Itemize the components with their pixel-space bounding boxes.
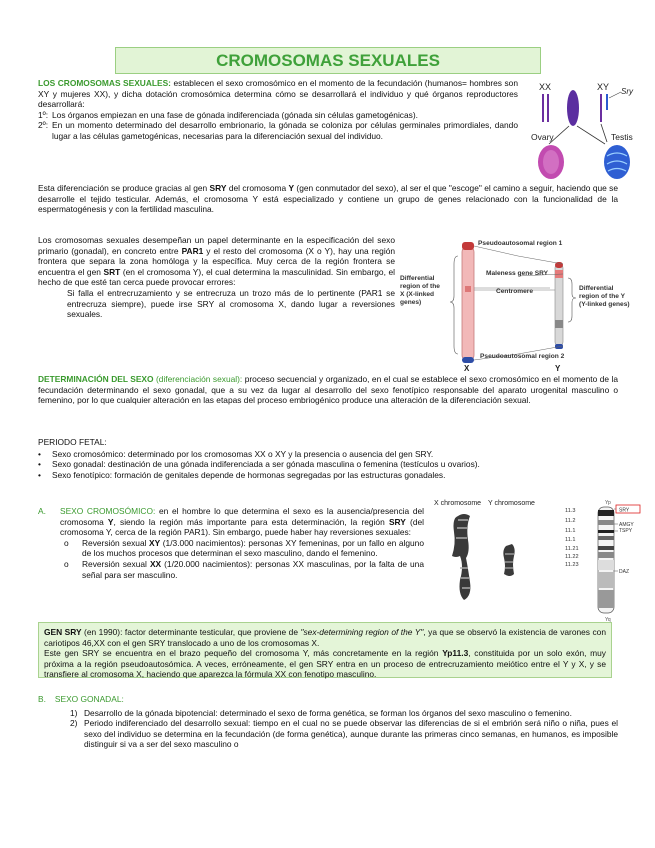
diff-x-label-1: Differential — [400, 275, 435, 282]
arrow-to-testis — [577, 126, 605, 144]
text: Yp11.3 — [442, 648, 469, 659]
text: del cromosoma — [226, 183, 289, 193]
band-label: 11.1 — [565, 528, 576, 534]
par1-section — [38, 235, 395, 320]
x-chromosome-label: X chromosome — [434, 500, 482, 507]
text: , siendo la región más importante para esta determinación, la región — [113, 516, 389, 527]
text: y el resto del cromosoma (X o Y), hay una región frontera que separa la zona homóloga y la específica. Muy cerca de la región frontera se encuentra el gen — [38, 245, 396, 277]
text: (1/20.000 nacimientos): personas XX masculinas, por la falta de una señal para ser masculino. — [82, 558, 424, 580]
x-chromosome — [462, 246, 474, 361]
fetal-item: • Sexo cromosómico: determinado por los cromosomas XX o XY y la presencia o ausencia del gen SRY. — [38, 448, 434, 459]
fig1-bipotential-gonad — [567, 90, 579, 126]
text: (en 1990): factor determinante testicular, que proviene de — [81, 627, 301, 637]
text: en el hombre lo que determina el sexo es la ausencia/presencia del cromosoma — [60, 506, 424, 527]
section-b-heading: SEXO GONADAL: — [54, 694, 124, 704]
band-label: 11.1 — [565, 537, 576, 543]
fig1-xx-label: XX — [539, 82, 552, 92]
gonadal-item — [70, 718, 618, 750]
fig1-sry-label: Sry — [621, 87, 633, 96]
x-chromosome-photo — [452, 514, 470, 600]
gonadal-item — [70, 708, 618, 719]
fig1-xy-label: XY — [597, 82, 610, 92]
intro-text: establecen el sexo cromosómico en el momento de la fecundación (humanos= hombres son XY y mujeres XX), y dicha dotación cromosómica determina cómo se desarrollará el individuo y qué órganos reproductores desarrollará: — [38, 78, 518, 110]
par1-label: Pseudoautosomal region 1 — [478, 240, 563, 247]
text: (gen conmutador del sexo), al ser el que "escoge" el camino a seguir, haciendo que se desarrolle el tejido testicular. Además, el cromosoma Y está especializado y contiene un grupo de genes relacionado con la funcionalidad de la espermatogénesis y con la fertilidad masculina. — [38, 183, 619, 215]
band-label: 11.2 — [565, 518, 576, 524]
text: Este gen SRY se encuentra en el brazo pequeño del cromosoma Y, más concretamente en la región — [44, 648, 443, 659]
chromosome-images-figure — [430, 496, 648, 622]
chromosome-y: Y — [288, 183, 295, 193]
text: , constituida por un solo exón, muy próxima a la región pseudoautosómica. A veces, erróneamente, el gen SRY entra en un proceso de entrecruzamiento meiótico entre el Y y X, y se transfiere al cromosoma X, haciendo que aparezca la fórmula XX con fenotipo masculino. — [44, 648, 606, 680]
text: Sexo gonadal: destinación de una gónada indiferenciada a ser gónada masculina o femenina (testículos u ovarios). — [52, 459, 480, 470]
text: proceso secuencial y organizado, en el cual se establece el sexo cromosómico en el momento de la fecundación determinando el sexo gonadal, que a su vez da lugar al desarrollo del sexo fenotípico responsable del aparato urogenital masculino o femenino, por lo que cualquier alteración en las etapas del proceso embriogénico produce una alteración de la diferenciación sexual. — [38, 374, 619, 406]
centromere-label: Centromere — [496, 288, 534, 295]
text: (en el cromosoma Y), el cual determina la masculinidad. Sin embargo, el hecho de que esté tan cerca puede provocar errores: — [38, 266, 395, 288]
reversal-item: o Reversión sexual XY (1/3.000 nacimientos): personas XY femeninas, por un fallo en alguno de los muchos procesos que determinan el sexo masculino, dando el femenino. — [64, 537, 424, 559]
par2-label: Pseudoautosomal region 2 — [480, 353, 565, 360]
text: XY — [149, 537, 161, 548]
determination-section — [38, 374, 618, 406]
intro-item-text: En un momento determinado del desarrollo embrionario, la gónada se coloniza por células germinales primordiales, dando lugar a las células gametogénicas, necesarias para la diferenciación sexual del individuo. — [52, 120, 518, 141]
page-title: CROMOSOMAS SEXUALES — [115, 47, 541, 74]
y-chromosome-label: Y chromosome — [488, 500, 535, 507]
gene-label: TSPY — [619, 528, 633, 534]
text: Periodo indiferenciado del desarrollo sexual: tiempo en el cual no se puede observar las diferencias de si el embrión será niño o niña, pues el sexo del individuo se determina en la fecundación (de forma genética), aunque durante las primeras cinco semanas, en humanos, es imposible distinguir si va a ser del sexo masculino o — [84, 718, 618, 750]
fetal-heading: PERIODO FETAL: — [38, 437, 107, 447]
diff-x-label-4: genes) — [400, 299, 422, 306]
text: Sexo cromosómico: determinado por los cromosomas XX o XY y la presencia o ausencia del gen SRY. — [52, 448, 434, 459]
yp-label: Yp — [605, 500, 611, 506]
par1-term: PAR1 — [181, 245, 204, 256]
diff-y-label-1: Differential — [579, 285, 614, 292]
intro-after — [38, 183, 618, 215]
x-par1-band — [462, 242, 474, 250]
text: Desarrollo de la gónada bipotencial: determinado el sexo de forma genética, se forman los órganos del sexo masculino o femenino. — [84, 707, 572, 718]
y-ideogram — [598, 507, 614, 613]
band-label: 11.22 — [565, 554, 579, 560]
text: Sexo fenotípico: formación de genitales depende de hormonas segregadas por las estructuras gonadales. — [52, 469, 446, 480]
intro-item-marker: 1º: — [38, 109, 49, 120]
section-a-letter: A. — [38, 506, 46, 516]
reversal-item: o Reversión sexual XX (1/20.000 nacimientos): personas XX masculinas, por la falta de una señal para ser masculino. — [64, 558, 424, 580]
band-label: 11.21 — [565, 546, 579, 552]
text: Reversión sexual — [82, 537, 150, 548]
section-b-letter: B. — [38, 694, 46, 704]
intro-heading: LOS CROMOSOMAS SEXUALES: — [38, 78, 171, 88]
gene-sry: SRY — [209, 183, 227, 193]
text: (1/3.000 nacimientos): personas XY femeninas, por un fallo en alguno de los muchos procesos que determinan el sexo masculino, dando el femenino. — [82, 537, 424, 559]
text: Y — [107, 516, 114, 527]
section-b — [38, 694, 618, 750]
text: , ya que se observó la existencia de varones con cariotipos 46,XX con el gen SRY translocado a uno de los cromosomas X. — [44, 627, 606, 648]
diff-x-label-3: X (X-linked — [400, 291, 435, 298]
testis-image — [604, 145, 630, 179]
maleness-gene-label: Maleness gene SRY — [486, 270, 549, 277]
text: (del cromosoma Y, cerca de la región PAR1). Sin embargo, puede haber hay reversiones sexuales: — [60, 516, 424, 538]
band-label: 11.23 — [565, 562, 579, 568]
fetal-item: • Sexo gonadal: destinación de una gónada indiferenciada a ser gónada masculina o femenina (testículos u ovarios). — [38, 459, 480, 470]
x-label: X — [464, 364, 470, 372]
crossover-note: Si falla el entrecruzamiento y se entrecruza un trozo más de lo pertinente (PAR1 se entrecruza siempre), puede irse SRY al cromosoma X, dando lugar a reversiones sexuales. — [67, 287, 395, 320]
y-chromosome-photo — [503, 544, 514, 576]
gene-label: DAZ — [619, 569, 629, 575]
yq-label: Yq — [605, 617, 611, 622]
intro-item-2 — [38, 120, 518, 141]
xy-chromosome-diagram — [400, 236, 640, 372]
fig1-testis-label: Testis — [611, 132, 633, 142]
x-par2-band — [462, 357, 474, 363]
srt-term: SRT — [103, 266, 121, 277]
intro-item-marker: 2º: — [38, 120, 49, 131]
determination-heading: DETERMINACIÓN DEL SEXO — [38, 374, 154, 384]
text: 1) — [70, 707, 78, 718]
band-label: 11.3 — [565, 508, 576, 514]
text: Los cromosomas sexuales desempeñan un papel determinante en la especificación del sexo primario (gonadal), en concreto entre — [38, 235, 395, 256]
sex-differentiation-figure — [527, 78, 645, 184]
sry-acronym-expansion: "sex-determining region of the Y" — [300, 627, 424, 637]
gene-label: SRY — [619, 507, 630, 514]
intro-section — [38, 78, 518, 142]
text: XX — [149, 558, 162, 569]
diff-y-label-3: (Y-linked genes) — [579, 301, 630, 308]
determination-subheading: (diferenciación sexual): — [153, 374, 243, 384]
text: Reversión sexual — [82, 558, 150, 569]
fetal-item: • Sexo fenotípico: formación de genitales depende de hormonas segregadas por las estructuras gonadales. — [38, 469, 446, 480]
section-a-heading: SEXO CROMOSÓMICO: — [60, 506, 156, 516]
diff-x-label-2: region of the — [400, 283, 440, 290]
fetal-period-section — [38, 437, 618, 480]
sry-box-label: GEN SRY — [44, 627, 82, 637]
intro-item-1 — [38, 110, 518, 121]
text: Esta diferenciación se produce gracias al gen — [38, 183, 210, 193]
sry-gene-box — [38, 622, 612, 678]
diff-y-label-2: region of the Y — [579, 293, 626, 300]
intro-paragraph — [38, 78, 518, 110]
section-a — [38, 506, 424, 580]
intro-item-text: Los órganos empiezan en una fase de gónada indiferenciada (gónada sin células gametogénicas). — [52, 109, 418, 120]
text: SRY — [388, 516, 406, 527]
gene-label: AMGY — [619, 522, 634, 528]
fig1-ovary-label: Ovary — [531, 132, 554, 142]
y-label: Y — [555, 364, 561, 372]
text: 2) — [70, 718, 78, 729]
